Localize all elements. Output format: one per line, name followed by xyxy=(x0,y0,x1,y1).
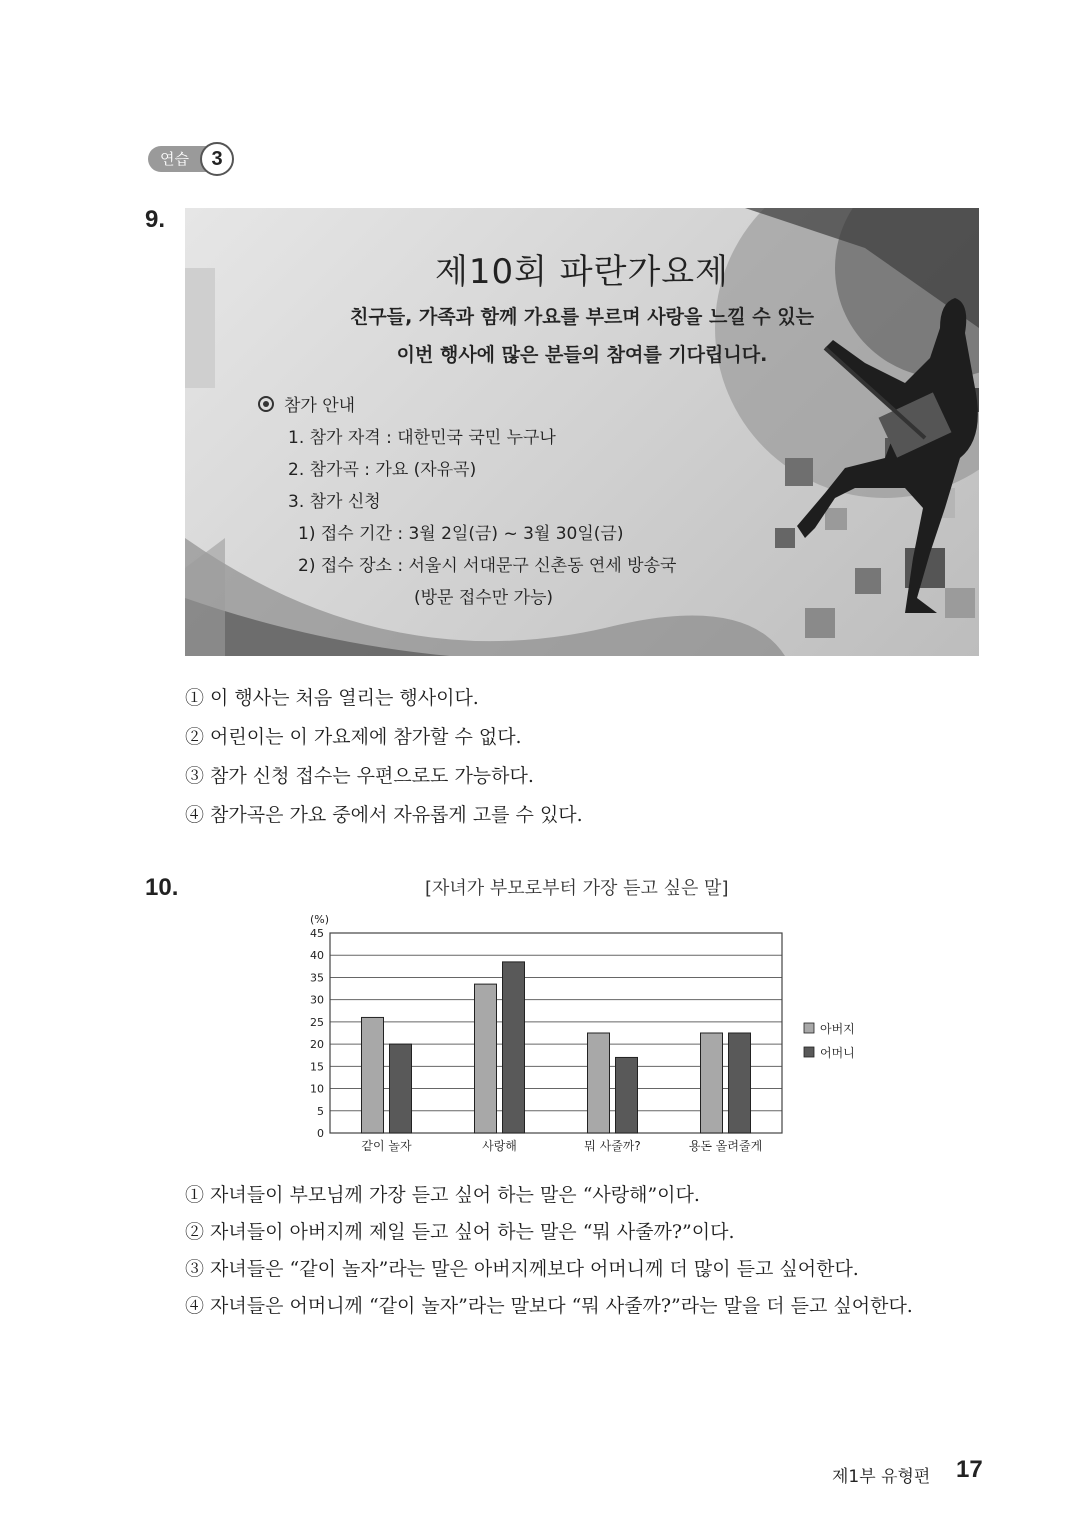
practice-label: 연습 xyxy=(148,146,218,172)
poster-subtitle-line2: 이번 행사에 많은 분들의 참여를 기다립니다. xyxy=(396,344,768,366)
y-tick-label: 0 xyxy=(317,1127,324,1140)
poster-item-visit-only: (방문 접수만 가능) xyxy=(414,588,554,608)
bar-father xyxy=(362,1017,384,1133)
page-number: 17 xyxy=(956,1456,983,1483)
bar-mother xyxy=(503,962,525,1133)
y-tick-label: 25 xyxy=(310,1015,324,1029)
footer-section: 제1부 유형편 xyxy=(832,1467,931,1487)
x-tick-label: 뭐 사줄까? xyxy=(584,1139,641,1153)
q10-choice-4: ④ 자녀들은 어머니께 “같이 놀자”라는 말보다 “뭐 사줄까?”라는 말을 더 듣고 싶어한다. xyxy=(185,1295,913,1317)
legend-swatch xyxy=(804,1023,814,1033)
q9-choice-2: ② 어린이는 이 가요제에 참가할 수 없다. xyxy=(185,726,522,748)
q9-choice-4: ④ 참가곡은 가요 중에서 자유롭게 고를 수 있다. xyxy=(185,804,583,826)
y-tick-label: 30 xyxy=(310,993,324,1007)
legend-label: 어머니 xyxy=(820,1046,855,1060)
practice-badge xyxy=(148,142,240,176)
y-tick-label: 10 xyxy=(310,1082,324,1096)
y-tick-label: 5 xyxy=(317,1104,324,1118)
poster-item-song: 2. 참가곡 : 가요 (자유곡) xyxy=(288,460,477,480)
bar-father xyxy=(475,984,497,1133)
y-tick-label: 40 xyxy=(310,949,324,963)
poster-section-heading xyxy=(258,391,355,416)
y-tick-label: 35 xyxy=(310,971,324,985)
y-tick-label: 20 xyxy=(310,1038,324,1052)
bullet-icon xyxy=(258,396,274,412)
poster-item-place: 2) 접수 장소 : 서울시 서대문구 신촌동 연세 방송국 xyxy=(298,556,677,576)
x-tick-label: 같이 놀자 xyxy=(361,1139,412,1153)
y-tick-label: 15 xyxy=(310,1060,324,1074)
chart-title: [자녀가 부모로부터 가장 듣고 싶은 말] xyxy=(425,878,729,899)
legend-label: 아버지 xyxy=(820,1022,855,1036)
bar-chart xyxy=(290,905,890,1165)
festival-poster xyxy=(185,208,979,656)
bar-father xyxy=(701,1033,723,1133)
legend-swatch xyxy=(804,1047,814,1057)
q9-choice-1: ① 이 행사는 처음 열리는 행사이다. xyxy=(185,687,479,709)
q10-choice-1: ① 자녀들이 부모님께 가장 듣고 싶어 하는 말은 “사랑해”이다. xyxy=(185,1184,700,1206)
q10-choice-2: ② 자녀들이 아버지께 제일 듣고 싶어 하는 말은 “뭐 사줄까?”이다. xyxy=(185,1221,735,1243)
poster-section-label: 참가 안내 xyxy=(284,396,356,416)
x-tick-label: 사랑해 xyxy=(482,1139,517,1153)
bar-father xyxy=(588,1033,610,1133)
x-tick-label: 용돈 올려줄게 xyxy=(688,1139,763,1153)
q10-choice-3: ③ 자녀들은 “같이 놀자”라는 말은 아버지께보다 어머니께 더 많이 듣고 싶어한다. xyxy=(185,1258,859,1280)
q9-choice-3: ③ 참가 신청 접수는 우편으로도 가능하다. xyxy=(185,765,534,787)
poster-item-application: 3. 참가 신청 xyxy=(288,492,381,512)
poster-subtitle-line1: 친구들, 가족과 함께 가요를 부르며 사랑을 느낄 수 있는 xyxy=(350,306,814,328)
poster-title: 제10회 파란가요제 xyxy=(435,252,729,292)
y-axis-unit: (%) xyxy=(310,913,330,926)
practice-number: 3 xyxy=(200,142,234,176)
poster-item-eligibility: 1. 참가 자격 : 대한민국 국민 누구나 xyxy=(288,428,556,448)
question-9-number: 9. xyxy=(145,206,166,233)
bar-mother xyxy=(616,1057,638,1133)
y-tick-label: 45 xyxy=(310,927,324,940)
question-10-number: 10. xyxy=(145,874,179,901)
bar-mother xyxy=(390,1044,412,1133)
bar-mother xyxy=(729,1033,751,1133)
poster-item-period: 1) 접수 기간 : 3월 2일(금) ~ 3월 30일(금) xyxy=(298,524,624,544)
